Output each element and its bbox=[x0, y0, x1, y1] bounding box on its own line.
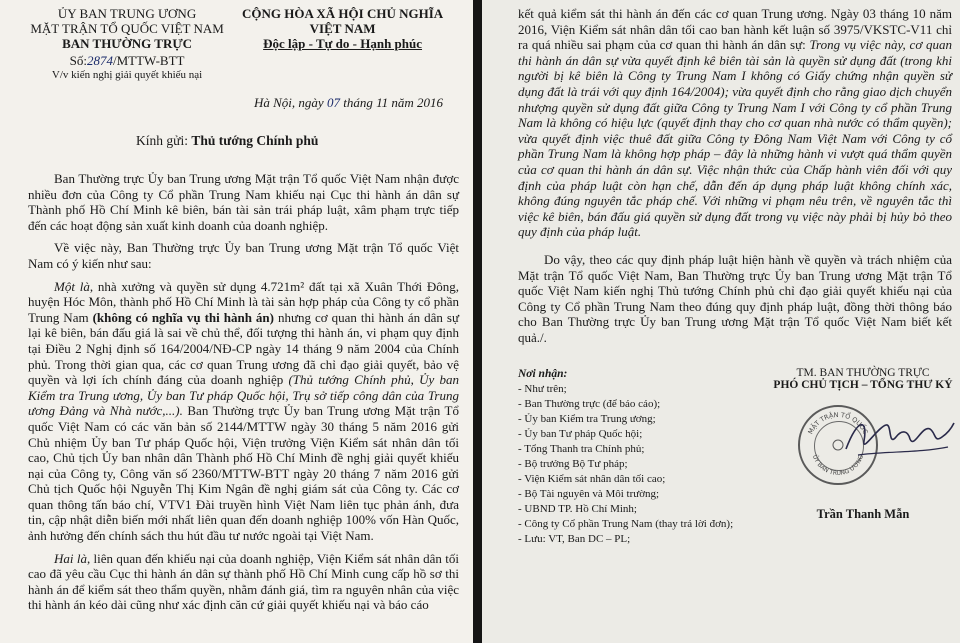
recipient-item: - Bộ trưởng Bộ Tư pháp; bbox=[518, 458, 628, 471]
recipient-item: - Lưu: VT, Ban DC – PL; bbox=[518, 533, 631, 546]
place-day-handwritten: 07 bbox=[326, 95, 340, 110]
right-page bbox=[482, 0, 960, 643]
paragraph-3-text-b: nhưng cơ quan thi hành án dân sự lại kê biên, bán đấu giá là sai về chủ thể, đối tượng thi hành án, vi phạm quy định tại Điều 2 Nghị định số 164/2004/NĐ-CP ngày 14 tháng 9 năm 2004 của Chính phủ. Trong thời gian qua, các cơ quan Trung ương đã chỉ đạo giải quyết, bảo vệ quyền và lợi ích chính đáng của doanh nghiệp bbox=[28, 309, 459, 388]
paragraph-3-italic: (Thủ tướng Chính phủ, Ủy ban Kiểm tra Trung ương, Ủy ban Tư pháp Quốc hội, Trụ sở tiếp công dân của Trung ương Đảng và Nhà nước,...). bbox=[28, 372, 459, 419]
sign-line-1: TM. BAN THƯỜNG TRỰC bbox=[796, 367, 930, 380]
paragraph-3-text-c: Ban Thường trực Ủy ban Trung ương Mặt trận Tổ quốc Việt Nam có các văn bản số 2144/MTTW ngày 30 tháng 5 năm 2016 gửi Chủ nhiệm Ủy ban Tư pháp Quốc hội, Viện trưởng Viện Kiểm sát nhân dân tối cao, Chủ tịch Ủy ban nhân dân Thành phố Hồ Chí Minh đề nghị giải quyết khiếu nại của Công ty, Công văn số 2360/MTTW-BTT ngày 20 tháng 7 năm 2016 gửi Chủ tịch Quốc hội Nguyễn Thị Kim Ngân đề nghị giám sát của Công ty. Các cơ quan thông tấn báo chí, VTV1 Đài truyền hình Việt Nam liên tục phản ánh, đưa tin, cập nhật diễn biến mới nhất liên quan đến doanh nghiệp 100% vốn Hàn Quốc, ảnh hưởng đến chính sách thu hút đầu tư nước ngoài tại Việt Nam. bbox=[28, 403, 459, 544]
recipient-item: - Bộ Tài nguyên và Môi trường; bbox=[518, 488, 660, 501]
recipient-item: - Như trên; bbox=[518, 383, 567, 396]
recipients-title: Nơi nhận: bbox=[518, 368, 568, 381]
org-line-3: BAN THƯỜNG TRỰC bbox=[62, 36, 193, 51]
greeting-recipient: Thủ tướng Chính phủ bbox=[191, 133, 319, 148]
seal-bottom-text: ỦY BAN TRUNG ƯƠNG bbox=[810, 454, 866, 478]
recipient-item: - Viện Kiểm sát nhân dân tối cao; bbox=[518, 473, 666, 486]
greeting-prefix: Kính gửi: bbox=[136, 133, 188, 148]
doc-no-handwritten: 2874 bbox=[87, 53, 113, 68]
page-divider bbox=[473, 0, 482, 643]
paragraph-5-italic: Trong vụ việc này, cơ quan thi hành án dân sự vừa quyết định kê biên tài sản là quyền sử dụng đất (trong khi người bị kê biên là Công ty Trung Nam I không có Giấy chứng nhận quyền sử dụng đất là trái với quy định 164/2004); vừa quyết định cho rằng giao dịch chuyển nhượng quyền sử dụng đất giữa Công ty Trung Nam I với Công ty cổ phần Trung Nam là không có hiệu lực (quyết định thay cho cơ quan nhà nước có thẩm quyền); vừa quyết định việc thuê đất giữa Công ty Đông Nam Việt Nam với Công ty cổ phần Trung Nam là không hợp pháp – đây là những hành vi vượt quá thẩm quyền của cơ quan thi hành án dân sự. Việc nhận thức của Chấp hành viên đối với quy định của pháp luật còn hạn chế, dẫn đến áp dụng pháp luật không chính xác, không đúng nguyên tắc pháp chế. Với những vi phạm nêu trên, về nguyên tắc thì việc kê biên, bán đấu giá quyền sử dụng đất trong vụ việc này phải bị hủy bỏ theo quy định của pháp luật. bbox=[518, 37, 953, 240]
recipients-list bbox=[518, 367, 748, 547]
place-prefix: Hà Nội, ngày bbox=[254, 95, 324, 110]
paragraph-3-lead: Một là bbox=[54, 278, 90, 294]
doc-no-prefix: Số: bbox=[69, 53, 87, 68]
recipient-item: - Tổng Thanh tra Chính phủ; bbox=[518, 443, 645, 456]
paragraph-4 bbox=[28, 551, 459, 613]
recipient-item: - Ban Thường trực (để báo cáo); bbox=[518, 398, 661, 411]
org-line-2: MẶT TRẬN TỔ QUỐC VIỆT NAM bbox=[30, 21, 224, 36]
letter-body bbox=[28, 171, 459, 613]
place-suffix: tháng 11 năm 2016 bbox=[343, 95, 443, 110]
recipient-item: - Ủy ban Kiểm tra Trung ương; bbox=[518, 413, 656, 426]
handwritten-signature bbox=[838, 407, 958, 467]
left-page bbox=[0, 0, 473, 643]
place-date bbox=[238, 95, 459, 111]
recipient-item: - Công ty Cổ phần Trung Nam (thay trả lời đơn); bbox=[518, 518, 734, 531]
paragraph-3-bold: (không có nghĩa vụ thi hành án) bbox=[92, 309, 274, 325]
letter-body-continued bbox=[518, 6, 952, 345]
paragraph-6: Do vậy, theo các quy định pháp luật hiện hành về quyền và trách nhiệm của Mặt trận Tổ quốc Việt Nam, Ban Thường trực Ủy ban Trung ương Mặt trận Tổ quốc Việt Nam kiến nghị Thủ tướng Chính phủ chỉ đạo giải quyết khiếu nại của Công ty Cổ phần Trung Nam theo đúng quy định pháp luật, đồng thời thông báo cho Ban Thường trực Ủy ban Trung ương Mặt trận Tổ quốc Việt Nam biết kết quả./. bbox=[518, 251, 952, 345]
recipient-item: - UBND TP. Hồ Chí Minh; bbox=[518, 503, 637, 516]
issuing-organization bbox=[28, 6, 226, 83]
paragraph-3-text-a: , nhà xưởng và quyền sử dụng 4.721m² đất tại xã Xuân Thới Đông, huyện Hóc Môn, thành phố Hồ Chí Minh là tài sản hợp pháp của Công ty cổ phần Trung Nam bbox=[28, 278, 459, 325]
greeting bbox=[136, 133, 459, 149]
recipient-item: - Ủy ban Tư pháp Quốc hội; bbox=[518, 428, 643, 441]
nation-line-1: CỘNG HÒA XÃ HỘI CHỦ NGHĨA VIỆT NAM bbox=[242, 6, 444, 36]
document-header bbox=[28, 6, 459, 83]
paragraph-3 bbox=[28, 279, 459, 544]
signature-area bbox=[518, 367, 952, 587]
paragraph-5-text: kết quả kiểm sát thi hành án đến các cơ quan Trung ương. Ngày 03 tháng 10 năm 2016, Viện Kiểm sát nhân dân tối cao ban hành kết luận số 3975/VKSTC-V11 chỉ ra quá nhiều sai phạm của cơ quan thi hành án dân sự: bbox=[518, 6, 952, 53]
paragraph-2: Về việc này, Ban Thường trực Ủy ban Trung ương Mặt trận Tổ quốc Việt Nam có ý kiến như sau: bbox=[28, 240, 459, 271]
seal-top-text: MẶT TRẬN TỔ QUỐC bbox=[806, 411, 870, 437]
paragraph-5 bbox=[518, 6, 952, 240]
paragraph-4-text: , liên quan đến khiếu nại của doanh nghiệp, Viện Kiểm sát nhân dân tối cao đã yêu cầu Cục thi hành án dân sự thành phố Hồ Chí Minh cung cấp hồ sơ thi hành án để kiểm sát theo thẩm quyền, nhằm đánh giá, tìm ra nguyên nhân của việc thi hành án kéo dài cũng như xác định căn cứ giải quyết khiếu nại và báo cáo bbox=[28, 550, 459, 613]
paragraph-1: Ban Thường trực Ủy ban Trung ương Mặt trận Tổ quốc Việt Nam nhận được nhiều đơn của Công ty Cổ phần Trung Nam khiếu nại Cục thi hành án dân sự Thành phố Hồ Chí Minh kê biên, bán tài sản trái pháp luật, xâm phạm trực tiếp đến các hoạt động sản xuất kinh doanh của doanh nghiệp. bbox=[28, 171, 459, 233]
national-motto bbox=[226, 6, 459, 83]
doc-no-suffix: /MTTW-BTT bbox=[113, 53, 185, 68]
signature-block bbox=[768, 367, 958, 522]
paragraph-4-lead: Hai là bbox=[54, 550, 87, 566]
sign-line-2: PHÓ CHỦ TỊCH – TỔNG THƯ KÝ bbox=[773, 379, 953, 392]
org-line-1: ỦY BAN TRUNG ƯƠNG bbox=[57, 6, 197, 21]
nation-line-2: Độc lập - Tự do - Hạnh phúc bbox=[263, 36, 423, 51]
subject-line: V/v kiến nghị giải quyết khiếu nại bbox=[51, 69, 203, 81]
document-number bbox=[28, 53, 226, 68]
signer-name: Trần Thanh Mẫn bbox=[816, 507, 910, 522]
